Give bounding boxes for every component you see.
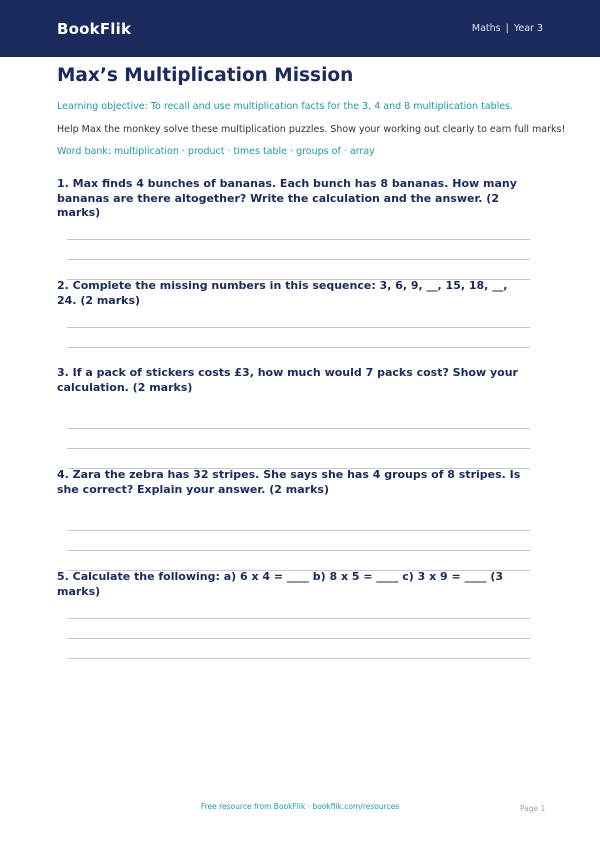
answer-line[interactable] (67, 428, 530, 429)
answer-line[interactable] (67, 658, 530, 659)
page-title: Max’s Multiplication Mission (57, 65, 354, 86)
question-3: 3. If a pack of stickers costs £3, how much would 7 packs cost? Show your calculation. (2 marks) (57, 366, 518, 394)
learning-objective: Learning objective: To recall and use multiplication facts for the 3, 4 and 8 multiplication tables. (57, 101, 514, 112)
answer-line[interactable] (67, 327, 530, 328)
footer-text[interactable]: Free resource from BookFlik · bookflik.com/resources (200, 802, 400, 811)
answer-line[interactable] (67, 448, 530, 449)
question-4: 4. Zara the zebra has 32 stripes. She says she has 4 groups of 8 stripes. Is she correct? Explain your answer. (2 marks) (57, 468, 521, 496)
header-meta (472, 23, 543, 34)
answer-line[interactable] (67, 239, 530, 240)
answer-line[interactable] (67, 347, 530, 348)
answer-line[interactable] (67, 638, 530, 639)
question-1: 1. Max finds 4 bunches of bananas. Each bunch has 8 bananas. How many bananas are there altogether? Write the calculation and the answer. (2 marks) (57, 177, 517, 219)
meta-separator: | (505, 23, 509, 34)
year-label: Year 3 (513, 23, 543, 34)
header-bar (0, 0, 600, 57)
answer-line[interactable] (67, 550, 530, 551)
question-2: 2. Complete the missing numbers in this sequence: 3, 6, 9, __, 15, 18, __, 24. (2 marks) (57, 279, 508, 307)
answer-line[interactable] (67, 530, 530, 531)
page-number: Page 1 (520, 804, 546, 813)
answer-line[interactable] (67, 618, 530, 619)
worksheet-intro (57, 64, 566, 158)
question-5: 5. Calculate the following: a) 6 x 4 = ____ b) 8 x 5 = ____ c) 3 x 9 = ____ (3 marks) (57, 570, 504, 598)
brand-logo[interactable]: BookFlik (57, 19, 132, 38)
answer-line[interactable] (67, 259, 530, 260)
word-bank: Word bank: multiplication · product · times table · groups of · array (57, 146, 375, 157)
subject-label: Maths (471, 23, 501, 34)
instructions: Help Max the monkey solve these multiplication puzzles. Show your working out clearly to earn full marks! (57, 124, 566, 135)
